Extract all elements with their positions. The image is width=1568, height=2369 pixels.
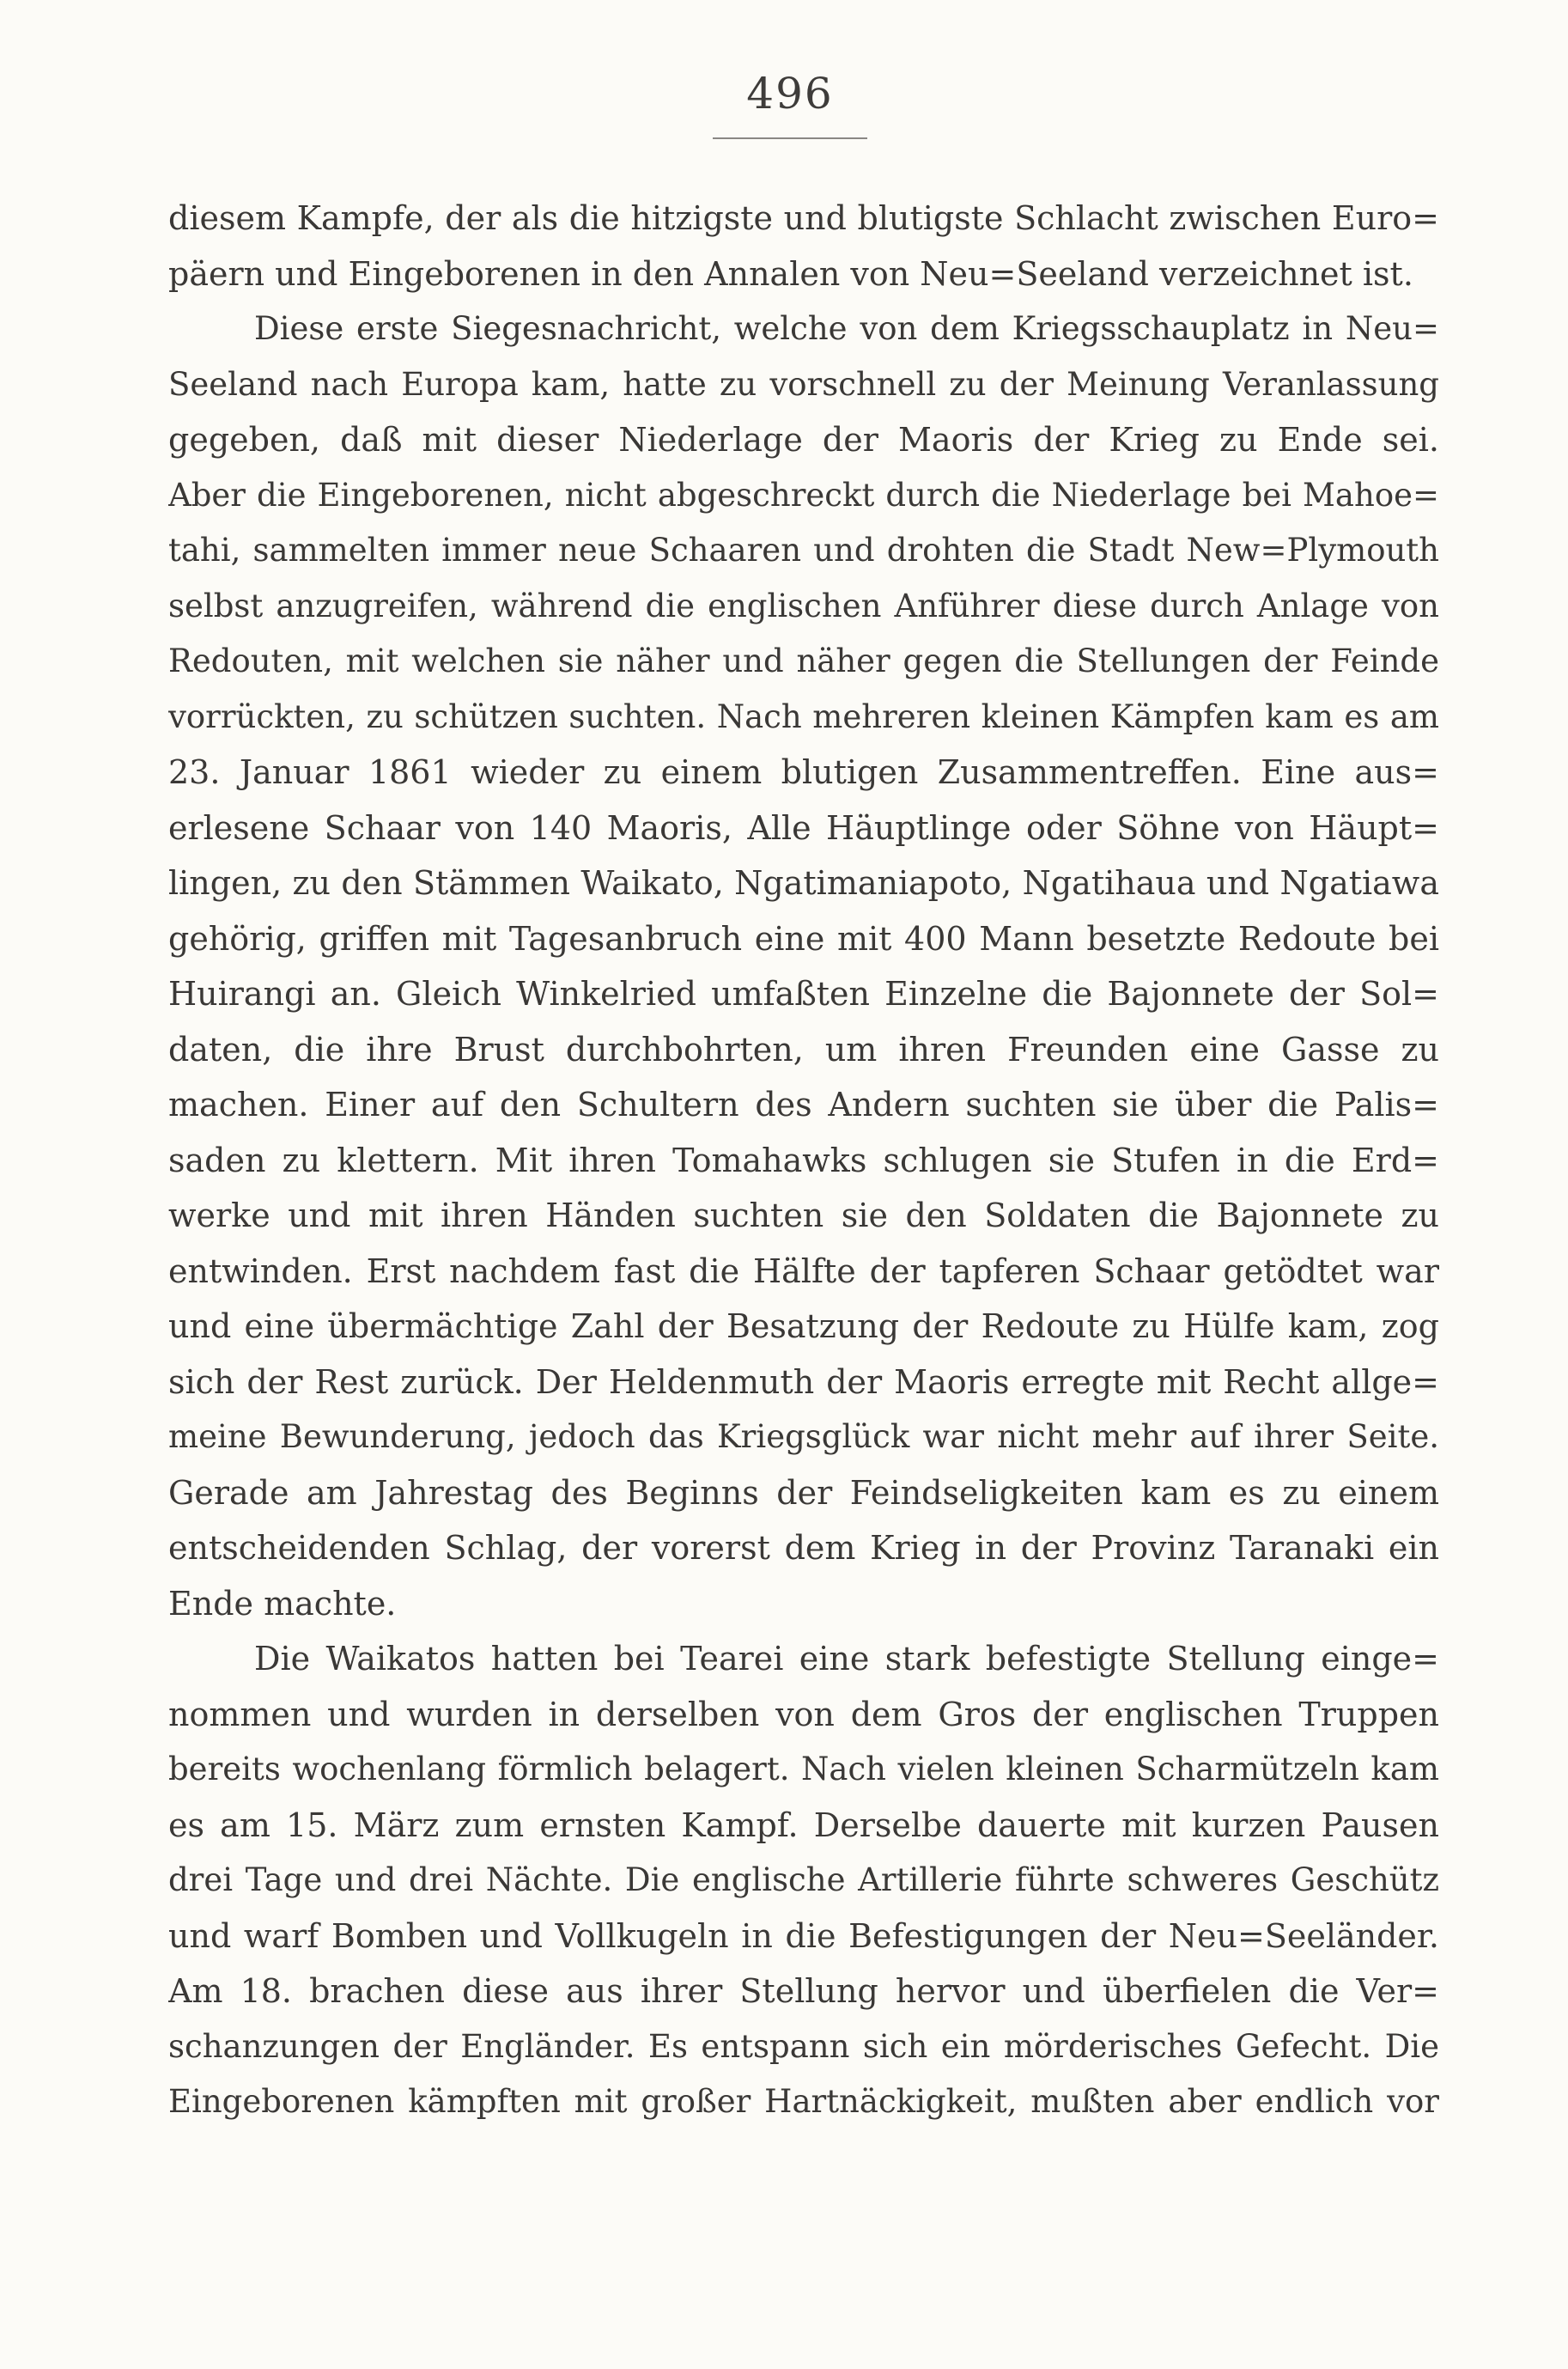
text-line: 23. Januar 1861 wieder zu einem blutigen Zusammentreffen. Eine aus= bbox=[168, 753, 1439, 791]
text-line: entscheidenden Schlag, der vorerst dem Krieg in der Provinz Taranaki ein bbox=[168, 1529, 1439, 1567]
text-line: vorrückten, zu schützen suchten. Nach mehreren kleinen Kämpfen kam es am bbox=[168, 697, 1439, 735]
text-line: Ende machte. bbox=[168, 1584, 397, 1623]
text-line: machen. Einer auf den Schultern des Andern suchten sie über die Palis= bbox=[168, 1086, 1439, 1124]
text-line: Gerade am Jahrestag des Beginns der Feindseligkeiten kam es zu einem bbox=[168, 1473, 1439, 1512]
text-line: werke und mit ihren Händen suchten sie den Soldaten die Bajonnete zu bbox=[168, 1197, 1439, 1234]
text-line: daten, die ihre Brust durchbohrten, um ihren Freunden eine Gasse zu bbox=[168, 1030, 1439, 1069]
text-line: saden zu klettern. Mit ihren Tomahawks schlugen sie Stufen in die Erd= bbox=[168, 1141, 1439, 1179]
text-line: erlesene Schaar von 140 Maoris, Alle Häuptlinge oder Söhne von Häupt= bbox=[168, 808, 1439, 847]
text-line: Eingeborenen kämpften mit großer Hartnäckigkeit, mußten aber endlich vor bbox=[168, 2083, 1439, 2120]
text-line: entwinden. Erst nachdem fast die Hälfte der tapferen Schaar getödtet war bbox=[168, 1251, 1439, 1290]
page-number: 496 bbox=[746, 69, 834, 119]
text-line: und eine übermächtige Zahl der Besatzung der Redoute zu Hülfe kam, zog bbox=[168, 1307, 1439, 1345]
text-line: Redouten, mit welchen sie näher und näher gegen die Stellungen der Feinde bbox=[168, 642, 1439, 679]
header-rule bbox=[713, 137, 867, 139]
text-line: nommen und wurden in derselben von dem Gros der englischen Truppen bbox=[168, 1695, 1439, 1733]
text-line: und warf Bomben und Vollkugeln in die Befestigungen der Neu=Seeländer. bbox=[168, 1916, 1439, 1955]
text-line: Diese erste Siegesnachricht, welche von dem Kriegsschauplatz in Neu= bbox=[254, 310, 1439, 347]
text-line: meine Bewunderung, jedoch das Kriegsglück war nicht mehr auf ihrer Seite. bbox=[168, 1418, 1439, 1455]
text-line: Huirangi an. Gleich Winkelried umfaßten Einzelne die Bajonnete der Sol= bbox=[168, 975, 1439, 1013]
text-line: gegeben, daß mit dieser Niederlage der Maoris der Krieg zu Ende sei. bbox=[168, 421, 1439, 459]
body-text bbox=[168, 191, 1439, 2130]
text-line: selbst anzugreifen, während die englischen Anführer diese durch Anlage von bbox=[168, 587, 1439, 624]
text-line: lingen, zu den Stämmen Waikato, Ngatimaniapoto, Ngatihaua und Ngatiawa bbox=[168, 864, 1439, 902]
text-line: sich der Rest zurück. Der Heldenmuth der Maoris erregte mit Recht allge= bbox=[168, 1362, 1439, 1401]
text-line: bereits wochenlang förmlich belagert. Nach vielen kleinen Scharmützeln kam bbox=[168, 1751, 1439, 1787]
text-line: gehörig, griffen mit Tagesanbruch eine mit 400 Mann besetzte Redoute bei bbox=[168, 919, 1439, 958]
text-line: Die Waikatos hatten bei Tearei eine stark befestigte Stellung einge= bbox=[254, 1640, 1439, 1678]
text-line: päern und Eingeborenen in den Annalen von Neu=Seeland verzeichnet ist. bbox=[168, 254, 1413, 293]
text-line: diesem Kampfe, der als die hitzigste und blutigste Schlacht zwischen Euro= bbox=[168, 199, 1439, 237]
text-line: es am 15. März zum ernsten Kampf. Derselbe dauerte mit kurzen Pausen bbox=[168, 1806, 1439, 1844]
text-line: Seeland nach Europa kam, hatte zu vorschnell zu der Meinung Veranlassung bbox=[168, 365, 1439, 403]
text-line: Am 18. brachen diese aus ihrer Stellung hervor und überfielen die Ver= bbox=[168, 1972, 1439, 2010]
text-line: schanzungen der Engländer. Es entspann sich ein mörderisches Gefecht. Die bbox=[168, 2027, 1439, 2065]
text-line: drei Tage und drei Nächte. Die englische Artillerie führte schweres Geschütz bbox=[168, 1861, 1439, 1898]
text-line: Aber die Eingeborenen, nicht abgeschreckt durch die Niederlage bei Mahoe= bbox=[168, 476, 1439, 514]
text-line: tahi, sammelten immer neue Schaaren und drohten die Stadt New=Plymouth bbox=[168, 532, 1439, 569]
